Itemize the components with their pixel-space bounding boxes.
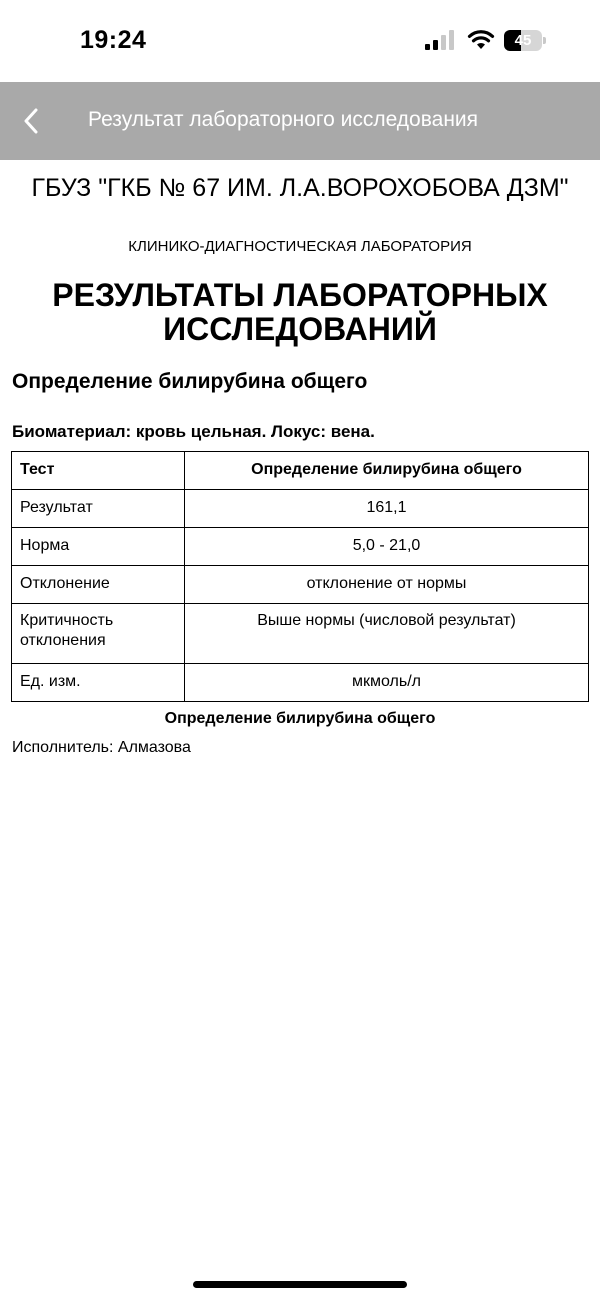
table-row xyxy=(12,604,589,664)
table-header-row xyxy=(12,452,589,490)
status-time: 19:24 xyxy=(80,26,147,54)
footer-test-name: Определение билирубина общего xyxy=(164,710,436,727)
document-title: РЕЗУЛЬТАТЫ ЛАБОРАТОРНЫХ ИССЛЕДОВАНИЙ xyxy=(52,277,548,347)
table-row xyxy=(12,490,589,528)
table-cell-value: 5,0 - 21,0 xyxy=(185,528,589,566)
wifi-icon xyxy=(466,28,496,50)
status-bar xyxy=(0,0,600,82)
table-cell-value: 161,1 xyxy=(185,490,589,528)
table-header-cell: Тест xyxy=(12,452,185,490)
biomaterial-info: Биоматериал: кровь цельная. Локус: вена. xyxy=(12,422,375,441)
battery-level-text: 45 xyxy=(514,32,532,49)
battery-cap xyxy=(543,37,546,44)
chevron-left-icon xyxy=(23,108,39,134)
executor-info: Исполнитель: Алмазова xyxy=(12,739,191,756)
table-cell-label: Результат xyxy=(12,490,185,528)
organization-name: ГБУЗ "ГКБ № 67 ИМ. Л.А.ВОРОХОБОВА ДЗМ" xyxy=(31,174,569,202)
test-heading: Определение билирубина общего xyxy=(12,370,368,393)
table-cell-label: Норма xyxy=(12,528,185,566)
table-row xyxy=(12,528,589,566)
battery-icon xyxy=(504,30,546,51)
table-cell-label: Ед. изм. xyxy=(12,664,185,702)
page-title: Результат лабораторного исследования xyxy=(88,108,479,131)
table-cell-label: Критичность отклонения xyxy=(12,604,185,664)
home-indicator[interactable] xyxy=(193,1281,407,1288)
results-table xyxy=(11,451,589,702)
table-row xyxy=(12,566,589,604)
table-cell-label: Отклонение xyxy=(12,566,185,604)
cellular-signal-icon xyxy=(424,30,458,50)
laboratory-name: КЛИНИКО-ДИАГНОСТИЧЕСКАЯ ЛАБОРАТОРИЯ xyxy=(128,238,472,255)
back-button[interactable] xyxy=(14,102,48,140)
table-cell-value: мкмоль/л xyxy=(185,664,589,702)
table-row xyxy=(12,664,589,702)
table-header-cell: Определение билирубина общего xyxy=(185,452,589,490)
battery-body xyxy=(504,30,542,51)
nav-header xyxy=(0,82,600,160)
table-cell-value: отклонение от нормы xyxy=(185,566,589,604)
table-cell-value: Выше нормы (числовой результат) xyxy=(185,604,589,664)
